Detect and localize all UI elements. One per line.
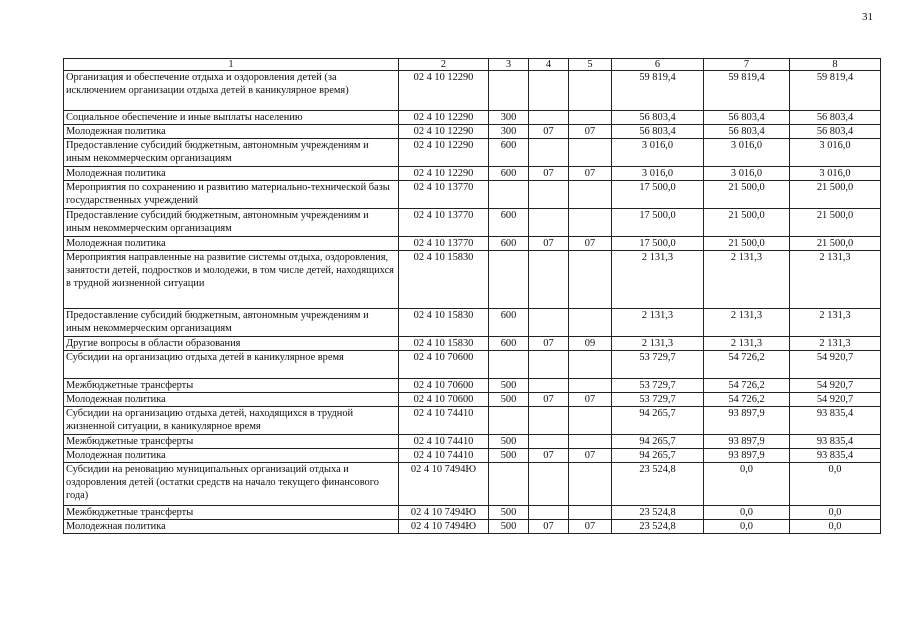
row-vr-cell: 500 [489,393,529,407]
row-rz-cell: 07 [529,449,569,463]
row-value-cell: 54 920,7 [790,393,881,407]
row-value-cell: 56 803,4 [612,111,704,125]
row-value-cell: 2 131,3 [612,337,704,351]
row-value-cell: 93 897,9 [704,435,790,449]
table-row [64,379,881,393]
row-value-cell: 59 819,4 [704,71,790,111]
budget-table [63,58,881,534]
row-name-cell: Субсидии на организацию отдыха детей, находящихся в трудной жизненной ситуации, в каникулярное время [64,407,399,435]
row-rz-cell: 07 [529,125,569,139]
row-value-cell: 17 500,0 [612,237,704,251]
row-name-cell: Мероприятия по сохранению и развитию материально-технической базы государственных учреждений [64,181,399,209]
row-rz-cell: 07 [529,393,569,407]
row-value-cell: 21 500,0 [704,181,790,209]
row-vr-cell: 600 [489,209,529,237]
row-value-cell: 3 016,0 [790,139,881,167]
row-vr-cell [489,463,529,506]
row-value-cell: 0,0 [704,506,790,520]
row-rz-cell: 07 [529,167,569,181]
row-code-cell: 02 4 10 12290 [399,111,489,125]
row-value-cell: 93 835,4 [790,449,881,463]
row-value-cell: 21 500,0 [790,181,881,209]
row-value-cell: 54 726,2 [704,393,790,407]
row-value-cell: 54 726,2 [704,351,790,379]
row-value-cell: 3 016,0 [612,139,704,167]
row-vr-cell: 600 [489,237,529,251]
row-name-cell: Межбюджетные трансферты [64,506,399,520]
table-row [64,71,881,111]
row-value-cell: 3 016,0 [790,167,881,181]
row-rz-cell [529,71,569,111]
row-vr-cell: 600 [489,309,529,337]
row-value-cell: 53 729,7 [612,351,704,379]
row-code-cell: 02 4 10 74410 [399,407,489,435]
row-rz-cell: 07 [529,237,569,251]
row-value-cell: 21 500,0 [790,237,881,251]
row-value-cell: 56 803,4 [704,111,790,125]
row-value-cell: 3 016,0 [704,167,790,181]
table-row [64,181,881,209]
row-vr-cell: 300 [489,111,529,125]
row-pr-cell: 07 [569,393,612,407]
row-value-cell: 0,0 [704,520,790,534]
row-name-cell: Субсидии на реновацию муниципальных организаций отдыха и оздоровления детей (остатки средств на начало текущего финансового года) [64,463,399,506]
row-value-cell: 0,0 [790,463,881,506]
table-body [64,71,881,534]
table-row [64,167,881,181]
row-value-cell: 2 131,3 [612,309,704,337]
column-header: 4 [529,59,569,71]
row-vr-cell: 500 [489,379,529,393]
row-value-cell: 0,0 [790,520,881,534]
row-vr-cell [489,181,529,209]
row-code-cell: 02 4 10 13770 [399,237,489,251]
row-value-cell: 21 500,0 [704,209,790,237]
row-pr-cell [569,309,612,337]
row-rz-cell [529,309,569,337]
table-row [64,520,881,534]
row-code-cell: 02 4 10 13770 [399,181,489,209]
row-vr-cell: 600 [489,139,529,167]
table-row [64,435,881,449]
row-value-cell: 21 500,0 [704,237,790,251]
row-vr-cell: 300 [489,125,529,139]
row-vr-cell: 600 [489,167,529,181]
row-value-cell: 56 803,4 [790,111,881,125]
row-vr-cell: 500 [489,449,529,463]
row-rz-cell [529,251,569,309]
row-name-cell: Другие вопросы в области образования [64,337,399,351]
row-value-cell: 94 265,7 [612,435,704,449]
row-name-cell: Молодежная политика [64,167,399,181]
row-vr-cell: 500 [489,520,529,534]
table-row [64,237,881,251]
row-pr-cell [569,351,612,379]
row-value-cell: 53 729,7 [612,379,704,393]
row-value-cell: 21 500,0 [790,209,881,237]
row-code-cell: 02 4 10 70600 [399,351,489,379]
row-code-cell: 02 4 10 12290 [399,139,489,167]
row-value-cell: 93 897,9 [704,407,790,435]
row-pr-cell: 07 [569,449,612,463]
table-row [64,251,881,309]
row-value-cell: 56 803,4 [612,125,704,139]
row-rz-cell: 07 [529,337,569,351]
row-code-cell: 02 4 10 15830 [399,337,489,351]
table-row [64,139,881,167]
table-row [64,309,881,337]
row-value-cell: 2 131,3 [790,251,881,309]
row-rz-cell [529,111,569,125]
row-value-cell: 59 819,4 [790,71,881,111]
table-row [64,111,881,125]
row-name-cell: Молодежная политика [64,520,399,534]
row-value-cell: 53 729,7 [612,393,704,407]
row-value-cell: 23 524,8 [612,506,704,520]
row-value-cell: 2 131,3 [612,251,704,309]
row-rz-cell [529,435,569,449]
row-rz-cell [529,463,569,506]
row-value-cell: 2 131,3 [790,337,881,351]
row-name-cell: Межбюджетные трансферты [64,435,399,449]
row-pr-cell: 07 [569,520,612,534]
row-code-cell: 02 4 10 7494Ю [399,520,489,534]
row-code-cell: 02 4 10 74410 [399,435,489,449]
row-pr-cell [569,435,612,449]
row-value-cell: 54 920,7 [790,379,881,393]
row-pr-cell [569,379,612,393]
row-code-cell: 02 4 10 7494Ю [399,463,489,506]
row-rz-cell [529,407,569,435]
row-code-cell: 02 4 10 15830 [399,309,489,337]
row-pr-cell: 07 [569,167,612,181]
row-pr-cell: 07 [569,125,612,139]
row-pr-cell [569,506,612,520]
row-rz-cell [529,139,569,167]
row-value-cell: 17 500,0 [612,209,704,237]
row-rz-cell: 07 [529,520,569,534]
row-value-cell: 0,0 [704,463,790,506]
row-code-cell: 02 4 10 74410 [399,449,489,463]
table-row [64,449,881,463]
row-value-cell: 2 131,3 [704,309,790,337]
row-name-cell: Мероприятия направленные на развитие системы отдыха, оздоровления, занятости детей, подростков и молодежи, в том числе детей, находящихся в трудной жизненной ситуации [64,251,399,309]
row-value-cell: 54 920,7 [790,351,881,379]
row-rz-cell [529,351,569,379]
row-code-cell: 02 4 10 70600 [399,379,489,393]
column-header: 7 [704,59,790,71]
column-header: 2 [399,59,489,71]
row-name-cell: Предоставление субсидий бюджетным, автономным учреждениям и иным некоммерческим организациям [64,309,399,337]
row-vr-cell [489,351,529,379]
row-pr-cell [569,209,612,237]
row-value-cell: 56 803,4 [704,125,790,139]
row-pr-cell: 09 [569,337,612,351]
row-value-cell: 54 726,2 [704,379,790,393]
row-code-cell: 02 4 10 12290 [399,167,489,181]
row-code-cell: 02 4 10 7494Ю [399,506,489,520]
table-row [64,407,881,435]
row-vr-cell [489,71,529,111]
row-value-cell: 93 835,4 [790,435,881,449]
row-rz-cell [529,506,569,520]
row-rz-cell [529,181,569,209]
row-value-cell: 17 500,0 [612,181,704,209]
row-name-cell: Молодежная политика [64,125,399,139]
row-value-cell: 23 524,8 [612,463,704,506]
row-name-cell: Молодежная политика [64,393,399,407]
row-code-cell: 02 4 10 12290 [399,125,489,139]
row-name-cell: Организация и обеспечение отдыха и оздоровления детей (за исключением организации отдыха детей в каникулярное время) [64,71,399,111]
table-row [64,393,881,407]
row-value-cell: 2 131,3 [704,251,790,309]
row-value-cell: 2 131,3 [704,337,790,351]
row-name-cell: Социальное обеспечение и иные выплаты населению [64,111,399,125]
row-pr-cell [569,71,612,111]
row-rz-cell [529,379,569,393]
row-vr-cell: 500 [489,435,529,449]
table-row [64,351,881,379]
row-value-cell: 94 265,7 [612,449,704,463]
row-code-cell: 02 4 10 15830 [399,251,489,309]
row-value-cell: 0,0 [790,506,881,520]
header-row [64,59,881,71]
row-name-cell: Предоставление субсидий бюджетным, автономным учреждениям и иным некоммерческим организациям [64,209,399,237]
row-name-cell: Молодежная политика [64,237,399,251]
row-pr-cell: 07 [569,237,612,251]
row-value-cell: 3 016,0 [704,139,790,167]
column-header: 3 [489,59,529,71]
row-vr-cell: 600 [489,337,529,351]
column-header: 5 [569,59,612,71]
row-pr-cell [569,463,612,506]
row-rz-cell [529,209,569,237]
row-value-cell: 23 524,8 [612,520,704,534]
row-value-cell: 3 016,0 [612,167,704,181]
column-header: 8 [790,59,881,71]
row-pr-cell [569,111,612,125]
row-code-cell: 02 4 10 13770 [399,209,489,237]
row-pr-cell [569,139,612,167]
table-row [64,125,881,139]
row-value-cell: 59 819,4 [612,71,704,111]
table-row [64,209,881,237]
row-value-cell: 56 803,4 [790,125,881,139]
row-pr-cell [569,181,612,209]
column-header: 6 [612,59,704,71]
row-value-cell: 93 835,4 [790,407,881,435]
row-value-cell: 94 265,7 [612,407,704,435]
table-row [64,506,881,520]
row-name-cell: Межбюджетные трансферты [64,379,399,393]
row-name-cell: Молодежная политика [64,449,399,463]
table-row [64,337,881,351]
row-name-cell: Предоставление субсидий бюджетным, автономным учреждениям и иным некоммерческим организациям [64,139,399,167]
row-vr-cell [489,251,529,309]
page-number: 31 [862,11,873,23]
table-row [64,463,881,506]
column-header: 1 [64,59,399,71]
row-code-cell: 02 4 10 70600 [399,393,489,407]
row-name-cell: Субсидии на организацию отдыха детей в каникулярное время [64,351,399,379]
row-value-cell: 93 897,9 [704,449,790,463]
row-pr-cell [569,251,612,309]
row-code-cell: 02 4 10 12290 [399,71,489,111]
row-value-cell: 2 131,3 [790,309,881,337]
row-vr-cell: 500 [489,506,529,520]
row-vr-cell [489,407,529,435]
row-pr-cell [569,407,612,435]
